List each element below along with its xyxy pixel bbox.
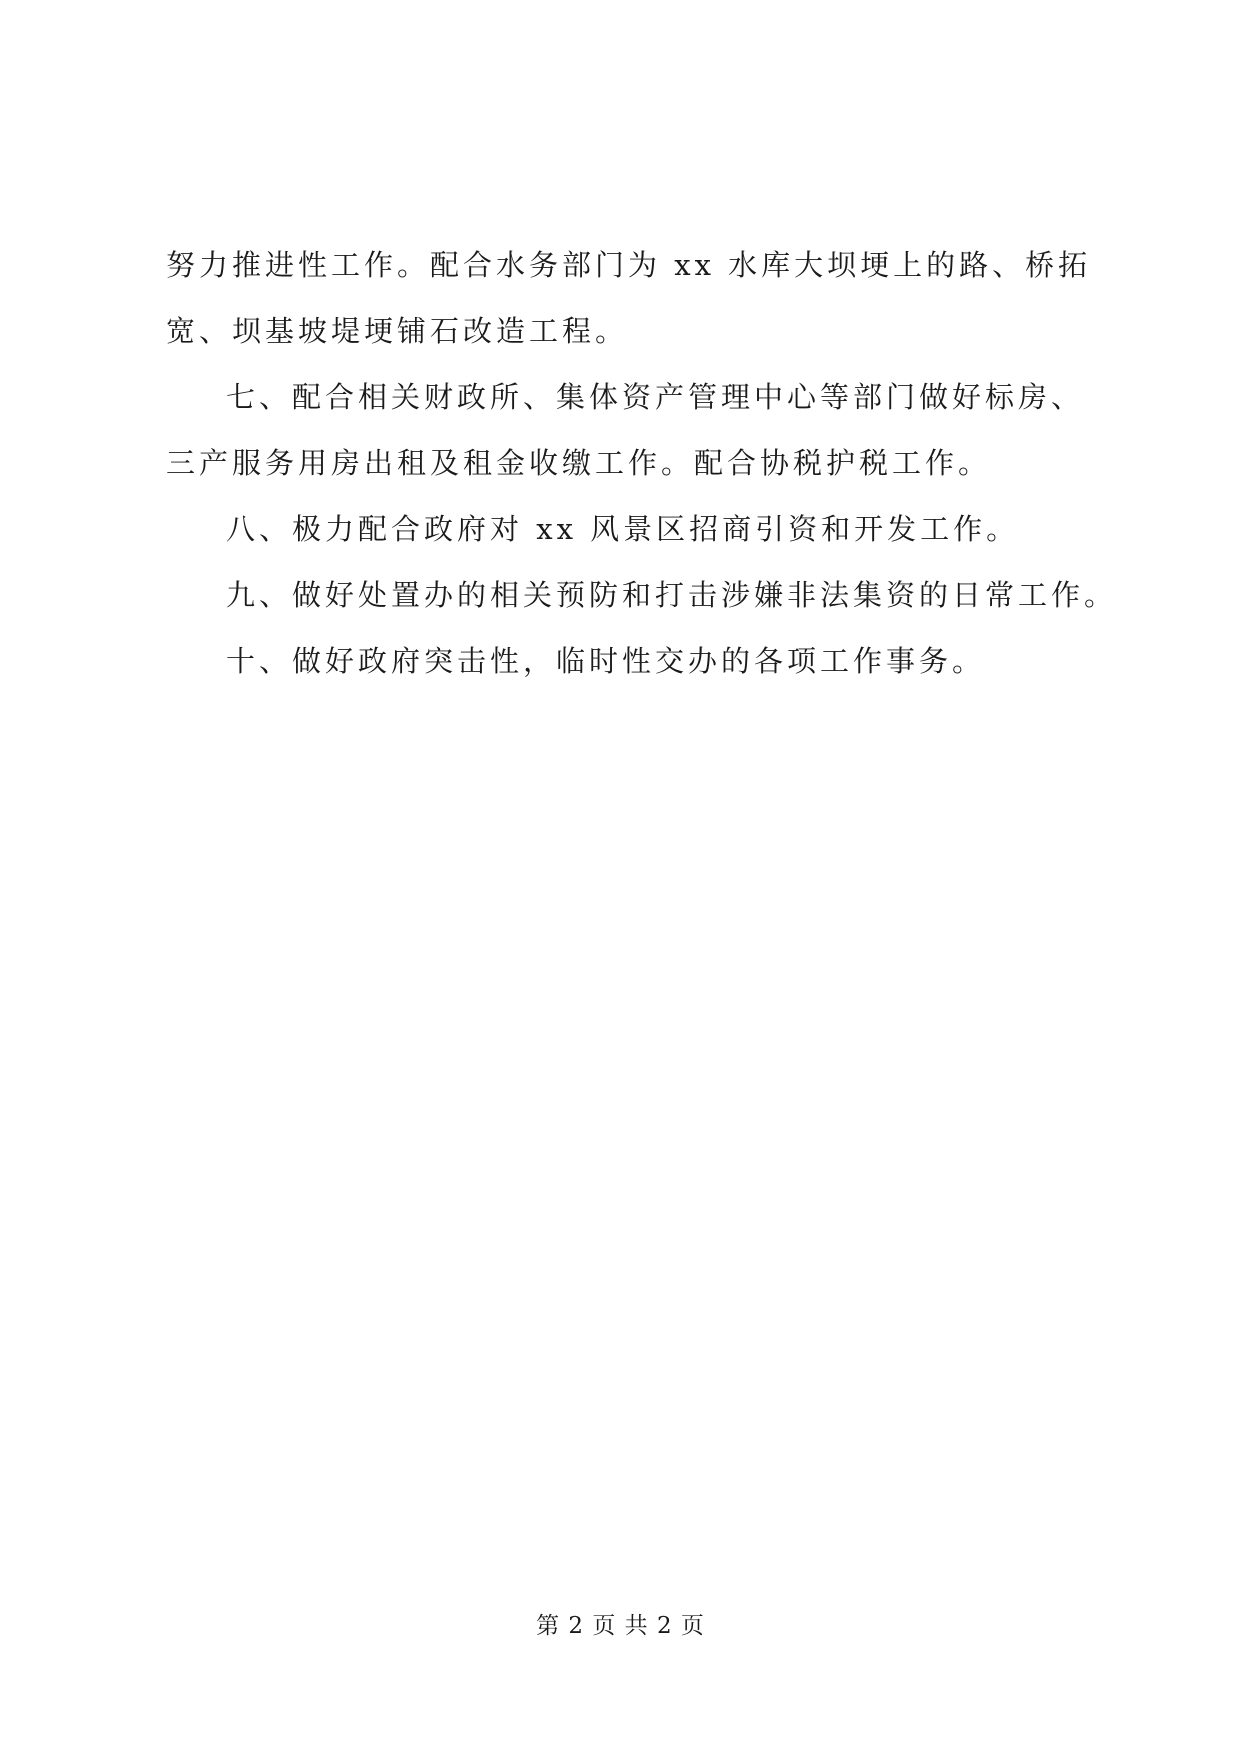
paragraph-line: 宽、坝基坡堤埂铺石改造工程。 <box>166 314 629 348</box>
paragraph-line: 努力推进性工作。配合水务部门为 xx 水库大坝埂上的路、桥拓 <box>166 248 1092 282</box>
paragraph-line: 三产服务用房出租及租金收缴工作。配合协税护税工作。 <box>166 446 992 480</box>
document-body <box>166 232 1126 694</box>
page-number-footer: 第 2 页 共 2 页 <box>536 1613 705 1639</box>
paragraph-line: 十、做好政府突击性，临时性交办的各项工作事务。 <box>226 644 986 678</box>
paragraph-line: 八、极力配合政府对 xx 风景区招商引资和开发工作。 <box>226 512 1020 546</box>
paragraph-line: 七、配合相关财政所、集体资产管理中心等部门做好标房、 <box>226 380 1085 414</box>
paragraph-line: 九、做好处置办的相关预防和打击涉嫌非法集资的日常工作。 <box>226 578 1118 612</box>
